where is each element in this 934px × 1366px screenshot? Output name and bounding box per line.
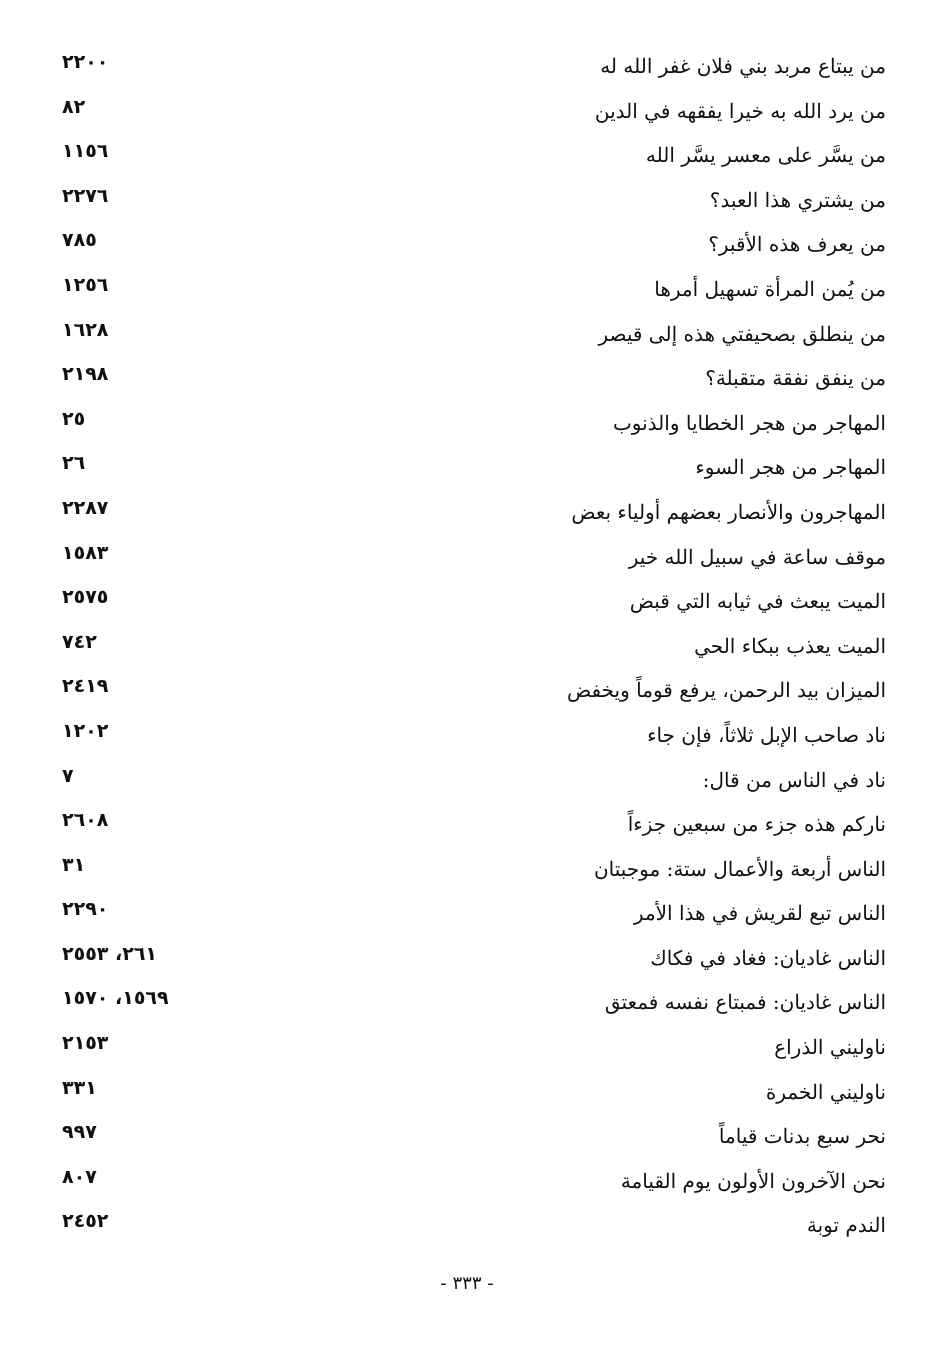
entry-reference-number: ٢٢٨٧: [62, 496, 109, 519]
entry-text: ناد صاحب الإبل ثلاثاً، فإن جاء: [647, 722, 886, 747]
index-entry: [0, 1114, 934, 1159]
index-entry: [0, 713, 934, 758]
entry-text: الناس غاديان: فمبتاع نفسه فمعتق: [604, 990, 886, 1015]
entry-text: الناس غاديان: فغاد في فكاك: [650, 945, 886, 970]
entry-text: المهاجر من هجر السوء: [695, 455, 886, 480]
entry-text: من يشتري هذا العبد؟: [709, 187, 886, 212]
entry-text: نحر سبع بدنات قياماً: [718, 1124, 886, 1149]
index-entry: [0, 401, 934, 446]
entry-reference-number: ٧: [62, 764, 74, 787]
index-entry: [0, 936, 934, 981]
index-entry: [0, 668, 934, 713]
index-entry: [0, 89, 934, 134]
index-entry: [0, 178, 934, 223]
entry-reference-number: ٨٠٧: [62, 1165, 97, 1188]
entry-reference-number: ٢٥: [62, 407, 86, 430]
index-entry: [0, 222, 934, 267]
page-number: - ٣٣٣ -: [440, 1273, 494, 1294]
entry-reference-number: ٢١٩٨: [62, 363, 109, 386]
entry-reference-number: ٣٣١: [62, 1076, 97, 1099]
entry-reference-number: ٢٤٥٢: [62, 1210, 109, 1233]
entry-reference-number: ٢٢٠٠: [62, 51, 109, 73]
index-entry: [0, 802, 934, 847]
entry-text: ناركم هذه جزء من سبعين جزءاً: [627, 812, 886, 837]
index-entry: [0, 445, 934, 490]
entry-text: الميزان بيد الرحمن، يرفع قوماً ويخفض: [567, 678, 886, 703]
entry-reference-number: ٢٤١٩: [62, 675, 109, 698]
entry-text: المهاجرون والأنصار بعضهم أولياء بعض: [571, 499, 886, 524]
entry-text: الناس تبع لقريش في هذا الأمر: [633, 901, 886, 926]
index-entry: [0, 579, 934, 624]
index-entry: [0, 1203, 934, 1248]
index-entry: [0, 312, 934, 357]
entry-reference-number: ٢٦: [62, 452, 86, 475]
entry-reference-number: ١٢٥٦: [62, 273, 109, 296]
entry-reference-number: ١٥٦٩، ١٥٧٠: [62, 987, 169, 1010]
entry-text: ناد في الناس من قال:: [702, 767, 886, 792]
index-entry: [0, 267, 934, 312]
entry-text: موقف ساعة في سبيل الله خير: [628, 544, 886, 569]
index-entry: [0, 356, 934, 401]
index-entry: [0, 847, 934, 892]
entry-reference-number: ٢٦١، ٢٥٥٣: [62, 942, 158, 965]
index-entry: [0, 44, 934, 89]
entry-reference-number: ٧٨٥: [62, 229, 97, 252]
entry-text: الميت يبعث في ثيابه التي قبض: [629, 589, 886, 614]
index-entry: [0, 624, 934, 669]
entry-reference-number: ٧٤٢: [62, 630, 97, 653]
index-entry: [0, 891, 934, 936]
entry-reference-number: ٢٢٧٦: [62, 184, 109, 207]
entry-text: من يعرف هذه الأقبر؟: [708, 232, 886, 257]
entry-text: نحن الآخرون الأولون يوم القيامة: [620, 1168, 886, 1193]
entry-reference-number: ٨٢: [62, 95, 86, 118]
index-entry: [0, 1025, 934, 1070]
index-entry: [0, 133, 934, 178]
entry-text: من يرد الله به خيرا يفقهه في الدين: [594, 98, 886, 123]
entry-text: ناوليني الخمرة: [765, 1079, 886, 1104]
entry-text: من يسَّر على معسر يسَّر الله: [645, 143, 886, 168]
entry-reference-number: ٢٦٠٨: [62, 809, 109, 832]
entry-text: الميت يعذب ببكاء الحي: [694, 633, 886, 658]
entry-reference-number: ١٥٨٣: [62, 541, 109, 564]
index-entry: [0, 1070, 934, 1115]
entry-reference-number: ١٦٢٨: [62, 318, 109, 341]
index-entry: [0, 980, 934, 1025]
entry-text: من يبتاع مربد بني فلان غفر الله له: [600, 54, 886, 78]
entry-text: ناوليني الذراع: [774, 1035, 886, 1060]
entry-text: من ينطلق بصحيفتي هذه إلى قيصر: [598, 321, 886, 346]
entry-reference-number: ٢٥٧٥: [62, 586, 109, 609]
entry-reference-number: ٢٢٩٠: [62, 898, 109, 921]
entry-reference-number: ١٢٠٢: [62, 719, 109, 742]
entry-reference-number: ٩٩٧: [62, 1121, 97, 1144]
index-entry: [0, 535, 934, 580]
entry-text: الناس أربعة والأعمال ستة: موجبتان: [593, 856, 886, 881]
entry-text: من يُمن المرأة تسهيل أمرها: [654, 276, 886, 301]
hadith-index-list: [0, 44, 934, 1248]
entry-reference-number: ٣١: [62, 853, 86, 876]
entry-text: من ينفق نفقة متقبلة؟: [705, 366, 886, 391]
entry-reference-number: ٢١٥٣: [62, 1032, 109, 1055]
entry-reference-number: ١١٥٦: [62, 140, 109, 163]
index-entry: [0, 758, 934, 803]
entry-text: المهاجر من هجر الخطايا والذنوب: [612, 410, 886, 435]
index-entry: [0, 490, 934, 535]
entry-text: الندم توبة: [806, 1213, 886, 1238]
index-entry: [0, 1159, 934, 1204]
